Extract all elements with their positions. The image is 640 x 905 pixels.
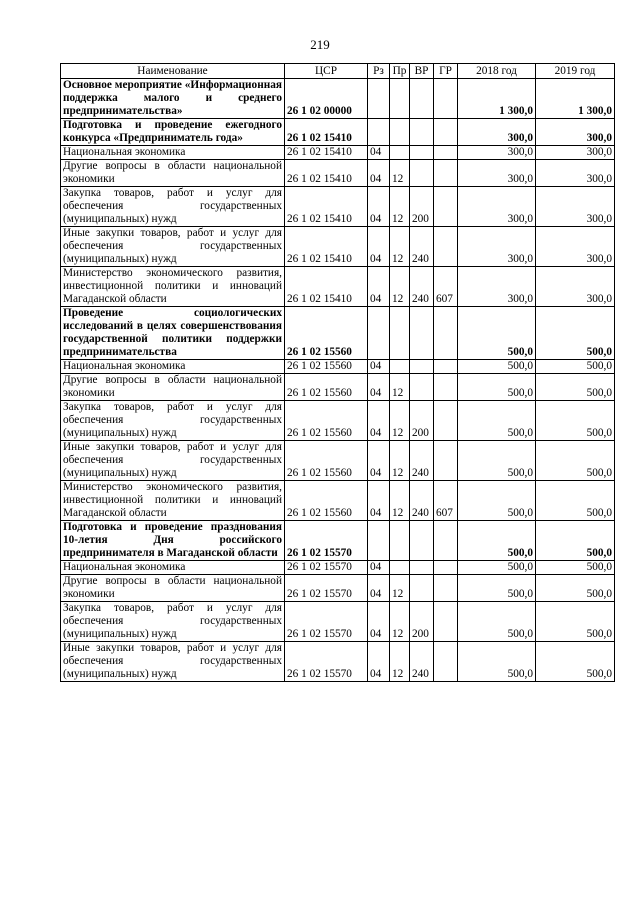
row-2019: 500,0 — [536, 307, 615, 360]
row-csr: 26 1 02 15570 — [285, 602, 368, 642]
row-gr: 607 — [434, 481, 458, 521]
row-pr: 12 — [390, 267, 410, 307]
row-name: Закупка товаров, работ и услуг для обеспечения государственных (муниципальных) нужд — [61, 187, 285, 227]
row-2019: 300,0 — [536, 160, 615, 187]
table-row — [61, 441, 615, 481]
row-2018: 300,0 — [458, 187, 536, 227]
row-2019: 1 300,0 — [536, 79, 615, 119]
row-2019: 500,0 — [536, 374, 615, 401]
table-row — [61, 602, 615, 642]
table-row — [61, 267, 615, 307]
row-csr: 26 1 02 15410 — [285, 160, 368, 187]
row-name: Подготовка и проведение празднования 10-летия Дня российского предпринимателя в Магаданской области — [61, 521, 285, 561]
row-csr: 26 1 02 15570 — [285, 521, 368, 561]
row-pr — [390, 79, 410, 119]
row-2019: 500,0 — [536, 441, 615, 481]
table-row — [61, 160, 615, 187]
table-row — [61, 307, 615, 360]
row-vr — [410, 374, 434, 401]
row-pr: 12 — [390, 575, 410, 602]
row-name: Другие вопросы в области национальной экономики — [61, 160, 285, 187]
row-2019: 500,0 — [536, 642, 615, 682]
row-csr: 26 1 02 15560 — [285, 307, 368, 360]
row-2018: 500,0 — [458, 521, 536, 561]
row-gr — [434, 227, 458, 267]
row-pr: 12 — [390, 374, 410, 401]
row-2019: 500,0 — [536, 561, 615, 575]
row-vr — [410, 307, 434, 360]
row-rz — [368, 79, 390, 119]
row-2019: 500,0 — [536, 360, 615, 374]
row-2019: 500,0 — [536, 602, 615, 642]
header-gr: ГР — [434, 64, 458, 79]
row-gr — [434, 441, 458, 481]
row-vr: 200 — [410, 401, 434, 441]
table-row — [61, 575, 615, 602]
row-name: Основное мероприятие «Информационная поддержка малого и среднего предпринимательства» — [61, 79, 285, 119]
row-gr — [434, 360, 458, 374]
table-row — [61, 374, 615, 401]
row-rz: 04 — [368, 481, 390, 521]
table-row — [61, 187, 615, 227]
row-pr: 12 — [390, 227, 410, 267]
row-vr — [410, 79, 434, 119]
row-gr — [434, 521, 458, 561]
row-2018: 300,0 — [458, 146, 536, 160]
row-name: Министерство экономического развития, инвестиционной политики и инноваций Магаданской области — [61, 481, 285, 521]
row-pr: 12 — [390, 187, 410, 227]
row-csr: 26 1 02 15410 — [285, 227, 368, 267]
table-row — [61, 119, 615, 146]
row-pr: 12 — [390, 602, 410, 642]
row-vr — [410, 119, 434, 146]
row-rz: 04 — [368, 575, 390, 602]
row-vr: 240 — [410, 441, 434, 481]
row-2019: 300,0 — [536, 187, 615, 227]
row-csr: 26 1 02 00000 — [285, 79, 368, 119]
table-row — [61, 360, 615, 374]
row-pr — [390, 146, 410, 160]
row-vr: 200 — [410, 602, 434, 642]
row-pr: 12 — [390, 642, 410, 682]
row-2018: 500,0 — [458, 360, 536, 374]
row-rz: 04 — [368, 602, 390, 642]
row-vr: 240 — [410, 481, 434, 521]
row-2019: 300,0 — [536, 267, 615, 307]
row-csr: 26 1 02 15560 — [285, 401, 368, 441]
row-name: Проведение социологических исследований в целях совершенствования государственной политики поддержки предпринимательства — [61, 307, 285, 360]
row-rz: 04 — [368, 441, 390, 481]
table-row — [61, 146, 615, 160]
page-number: 219 — [310, 37, 330, 52]
row-2019: 500,0 — [536, 521, 615, 561]
row-vr — [410, 360, 434, 374]
row-gr — [434, 119, 458, 146]
header-csr: ЦСР — [285, 64, 368, 79]
row-rz: 04 — [368, 227, 390, 267]
row-vr: 200 — [410, 187, 434, 227]
row-pr: 12 — [390, 160, 410, 187]
row-gr — [434, 602, 458, 642]
row-vr — [410, 561, 434, 575]
row-2018: 500,0 — [458, 307, 536, 360]
row-vr — [410, 575, 434, 602]
row-csr: 26 1 02 15560 — [285, 441, 368, 481]
row-gr — [434, 401, 458, 441]
row-rz — [368, 119, 390, 146]
row-rz: 04 — [368, 401, 390, 441]
header-name: Наименование — [61, 64, 285, 79]
row-pr — [390, 561, 410, 575]
row-name: Национальная экономика — [61, 146, 285, 160]
row-vr — [410, 146, 434, 160]
row-gr — [434, 561, 458, 575]
row-2018: 300,0 — [458, 227, 536, 267]
row-2019: 500,0 — [536, 575, 615, 602]
row-csr: 26 1 02 15560 — [285, 374, 368, 401]
row-2019: 500,0 — [536, 481, 615, 521]
row-name: Иные закупки товаров, работ и услуг для обеспечения государственных (муниципальных) нужд — [61, 642, 285, 682]
row-2018: 500,0 — [458, 575, 536, 602]
row-csr: 26 1 02 15410 — [285, 187, 368, 227]
row-gr — [434, 79, 458, 119]
row-2019: 300,0 — [536, 227, 615, 267]
row-gr — [434, 146, 458, 160]
row-gr — [434, 187, 458, 227]
row-name: Закупка товаров, работ и услуг для обеспечения государственных (муниципальных) нужд — [61, 401, 285, 441]
row-2018: 1 300,0 — [458, 79, 536, 119]
row-gr — [434, 307, 458, 360]
row-2018: 500,0 — [458, 441, 536, 481]
row-2018: 500,0 — [458, 481, 536, 521]
row-csr: 26 1 02 15410 — [285, 146, 368, 160]
row-2019: 500,0 — [536, 401, 615, 441]
row-rz — [368, 521, 390, 561]
row-pr — [390, 119, 410, 146]
row-name: Иные закупки товаров, работ и услуг для обеспечения государственных (муниципальных) нужд — [61, 441, 285, 481]
table-row — [61, 79, 615, 119]
row-pr: 12 — [390, 441, 410, 481]
table-row — [61, 481, 615, 521]
row-2018: 300,0 — [458, 160, 536, 187]
row-csr: 26 1 02 15570 — [285, 642, 368, 682]
header-pr: Пр — [390, 64, 410, 79]
budget-table — [60, 63, 615, 682]
row-rz: 04 — [368, 267, 390, 307]
row-csr: 26 1 02 15570 — [285, 575, 368, 602]
row-2018: 300,0 — [458, 119, 536, 146]
row-gr: 607 — [434, 267, 458, 307]
row-csr: 26 1 02 15410 — [285, 267, 368, 307]
row-rz: 04 — [368, 360, 390, 374]
row-csr: 26 1 02 15410 — [285, 119, 368, 146]
row-rz: 04 — [368, 187, 390, 227]
row-rz: 04 — [368, 374, 390, 401]
row-vr: 240 — [410, 267, 434, 307]
row-vr: 240 — [410, 642, 434, 682]
row-vr — [410, 160, 434, 187]
row-vr — [410, 521, 434, 561]
row-rz: 04 — [368, 561, 390, 575]
row-gr — [434, 160, 458, 187]
row-rz: 04 — [368, 160, 390, 187]
row-vr: 240 — [410, 227, 434, 267]
header-rz: Рз — [368, 64, 390, 79]
row-name: Национальная экономика — [61, 561, 285, 575]
row-2018: 500,0 — [458, 642, 536, 682]
table-row — [61, 227, 615, 267]
row-2018: 500,0 — [458, 602, 536, 642]
row-name: Национальная экономика — [61, 360, 285, 374]
table-row — [61, 521, 615, 561]
row-name: Закупка товаров, работ и услуг для обеспечения государственных (муниципальных) нужд — [61, 602, 285, 642]
row-pr — [390, 360, 410, 374]
row-2019: 300,0 — [536, 119, 615, 146]
row-name: Другие вопросы в области национальной экономики — [61, 374, 285, 401]
row-gr — [434, 642, 458, 682]
row-name: Иные закупки товаров, работ и услуг для обеспечения государственных (муниципальных) нужд — [61, 227, 285, 267]
header-vr: ВР — [410, 64, 434, 79]
header-2019: 2019 год — [536, 64, 615, 79]
row-name: Министерство экономического развития, инвестиционной политики и инноваций Магаданской области — [61, 267, 285, 307]
row-rz: 04 — [368, 642, 390, 682]
row-csr: 26 1 02 15560 — [285, 481, 368, 521]
row-name: Подготовка и проведение ежегодного конкурса «Предприниматель года» — [61, 119, 285, 146]
row-2018: 300,0 — [458, 267, 536, 307]
header-2018: 2018 год — [458, 64, 536, 79]
row-2018: 500,0 — [458, 561, 536, 575]
row-2019: 300,0 — [536, 146, 615, 160]
row-gr — [434, 374, 458, 401]
row-csr: 26 1 02 15560 — [285, 360, 368, 374]
row-name: Другие вопросы в области национальной экономики — [61, 575, 285, 602]
table-row — [61, 561, 615, 575]
table-row — [61, 642, 615, 682]
row-rz — [368, 307, 390, 360]
table-row — [61, 401, 615, 441]
row-gr — [434, 575, 458, 602]
table-header-row — [61, 64, 615, 79]
row-pr: 12 — [390, 401, 410, 441]
row-rz: 04 — [368, 146, 390, 160]
row-2018: 500,0 — [458, 374, 536, 401]
row-pr — [390, 521, 410, 561]
row-pr — [390, 307, 410, 360]
row-2018: 500,0 — [458, 401, 536, 441]
row-pr: 12 — [390, 481, 410, 521]
row-csr: 26 1 02 15570 — [285, 561, 368, 575]
